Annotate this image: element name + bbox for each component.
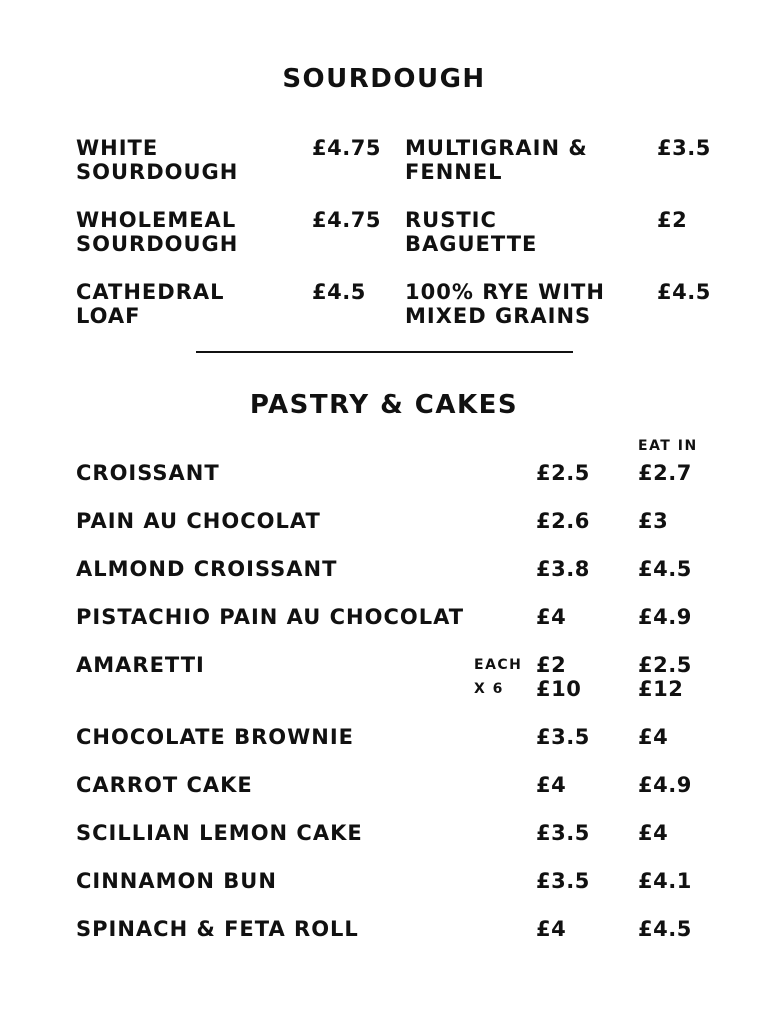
- item-name-line1: WHITE: [76, 136, 159, 160]
- item-name-line1: 100% RYE WITH: [405, 280, 605, 304]
- pastry-item-eat-in-price: £4.9: [638, 605, 692, 629]
- pastry-item-name: CARROT CAKE: [76, 773, 253, 797]
- sourdough-item-price: £4.5: [657, 280, 711, 304]
- pastry-item-price: £4: [536, 605, 567, 629]
- pastry-item-price: £2.5: [536, 461, 590, 485]
- pastry-item-eat-in-price: £4: [638, 725, 669, 749]
- pastry-item-price: £4: [536, 917, 567, 941]
- pastry-item-price: £2.6: [536, 509, 590, 533]
- pastry-item-name: CROISSANT: [76, 461, 220, 485]
- sourdough-item-price: £4.5: [312, 280, 366, 304]
- pastry-item-eat-in-price: £3: [638, 509, 669, 533]
- item-name-line1: RUSTIC: [405, 208, 497, 232]
- item-name-line2: LOAF: [76, 304, 141, 328]
- sourdough-item-price: £2: [657, 208, 688, 232]
- pastry-item-price: £3.5: [536, 821, 590, 845]
- pastry-item-name: PAIN AU CHOCOLAT: [76, 509, 321, 533]
- pastry-item-eat-in-price: £2.7: [638, 461, 692, 485]
- sourdough-item-price: £4.75: [312, 208, 381, 232]
- pastry-item-name: AMARETTI: [76, 653, 205, 677]
- item-name-line2: BAGUETTE: [405, 232, 538, 256]
- item-name-line1: MULTIGRAIN &: [405, 136, 588, 160]
- section-divider: [196, 351, 573, 353]
- sourdough-item-name: [405, 208, 537, 256]
- pastry-heading: PASTRY & CAKES: [249, 390, 519, 420]
- sourdough-item-name: [76, 208, 238, 256]
- sourdough-heading: SOURDOUGH: [282, 64, 486, 94]
- item-name-line1: CATHEDRAL: [76, 280, 225, 304]
- pastry-item-price: £4: [536, 773, 567, 797]
- item-name-line2: MIXED GRAINS: [405, 304, 592, 328]
- sourdough-item-name: [405, 136, 588, 184]
- pastry-item-price: £3.5: [536, 725, 590, 749]
- item-name-line2: SOURDOUGH: [76, 160, 239, 184]
- pastry-item-qty: EACH: [474, 657, 523, 673]
- sourdough-item-name: [76, 280, 225, 328]
- pastry-item-eat-in-price: £4: [638, 821, 669, 845]
- pastry-item-price: £3.5: [536, 869, 590, 893]
- pastry-item-name: SCILLIAN LEMON CAKE: [76, 821, 363, 845]
- sourdough-item-price: £3.5: [657, 136, 711, 160]
- sourdough-item-name: [405, 280, 605, 328]
- pastry-item-eat-in-price: £12: [638, 677, 684, 701]
- sourdough-item-name: [76, 136, 238, 184]
- pastry-item-price: £2: [536, 653, 567, 677]
- pastry-item-name: SPINACH & FETA ROLL: [76, 917, 359, 941]
- pastry-item-name: CINNAMON BUN: [76, 869, 277, 893]
- item-name-line2: SOURDOUGH: [76, 232, 239, 256]
- pastry-item-name: CHOCOLATE BROWNIE: [76, 725, 355, 749]
- pastry-item-name: ALMOND CROISSANT: [76, 557, 338, 581]
- pastry-item-price: £10: [536, 677, 582, 701]
- item-name-line2: FENNEL: [405, 160, 503, 184]
- pastry-item-eat-in-price: £4.5: [638, 917, 692, 941]
- sourdough-item-price: £4.75: [312, 136, 381, 160]
- pastry-item-eat-in-price: £4.9: [638, 773, 692, 797]
- item-name-line1: WHOLEMEAL: [76, 208, 237, 232]
- pastry-item-price: £3.8: [536, 557, 590, 581]
- pastry-item-eat-in-price: £2.5: [638, 653, 692, 677]
- pastry-item-name: PISTACHIO PAIN AU CHOCOLAT: [76, 605, 465, 629]
- pastry-item-eat-in-price: £4.5: [638, 557, 692, 581]
- pastry-item-eat-in-price: £4.1: [638, 869, 692, 893]
- pastry-item-qty: X 6: [474, 681, 504, 697]
- eat-in-label: EAT IN: [638, 438, 698, 454]
